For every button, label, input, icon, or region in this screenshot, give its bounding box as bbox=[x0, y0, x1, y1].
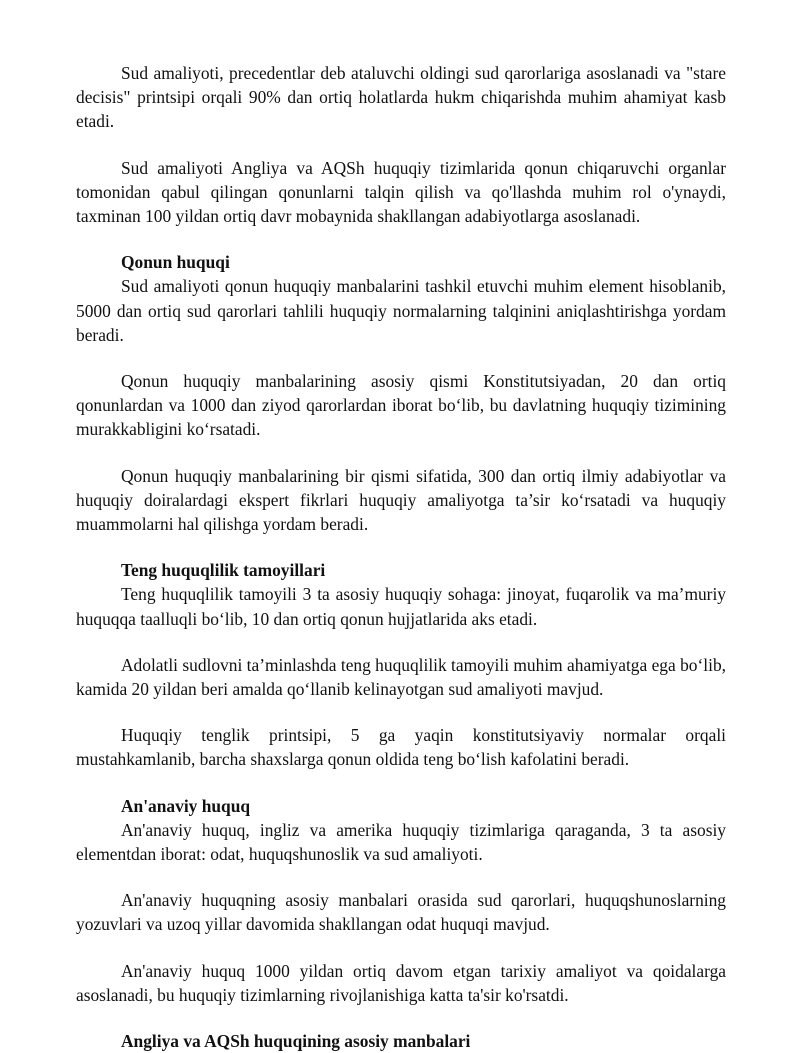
paragraph-traditional-elements: An'anaviy huquq, ingliz va amerika huquqiy tizimlariga qaraganda, 3 ta asosiy elementdan iborat: odat, huquqshunoslik va sud amaliyoti. bbox=[76, 819, 726, 865]
heading-main-sources: Angliya va AQSh huquqining asosiy manbalari bbox=[121, 1031, 471, 1052]
paragraph-fair-trial: Adolatli sudlovni ta’minlashda teng huquqlilik tamoyili muhim ahamiyatga ega bo‘lib, kamida 20 yildan beri amalda qo‘llanib kelinayotgan sud amaliyoti mavjud. bbox=[76, 654, 726, 700]
paragraph-legal-equality: Huquqiy tenglik printsipi, 5 ga yaqin konstitutsiyaviy normalar orqali mustahkamlanib, barcha shaxslarga qonun oldida teng bo‘lish kafolatini beradi. bbox=[76, 725, 726, 770]
paragraph-equality-areas: Teng huquqlilik tamoyili 3 ta asosiy huquqiy sohaga: jinoyat, fuqarolik va ma’muriy huquqqa taalluqli bo‘lib, 10 dan ortiq qonun hujjatlarida aks etadi. bbox=[76, 584, 726, 629]
heading-traditional-law: An'anaviy huquq bbox=[121, 795, 251, 816]
paragraph-uk-us-case-law: Sud amaliyoti Angliya va AQSh huquqiy tizimlarida qonun chiqaruvchi organlar tomonidan qabul qilingan qonunlarni talqin qilish va qo'llashda muhim rol o'ynaydi, taxminan 100 yildan ortiq davr mobaynida shakllangan adabiyotlarga asoslanadi. bbox=[76, 157, 726, 227]
paragraph-traditional-sources: An'anaviy huquqning asosiy manbalari orasida sud qarorlari, huquqshunoslarning yozuvlari va uzoq yillar davomida shakllangan odat huquqi mavjud. bbox=[76, 890, 726, 935]
paragraph-precedents: Sud amaliyoti, precedentlar deb ataluvchi oldingi sud qarorlariga asoslanadi va "stare decisis" printsipi orqali 90% dan ortiq holatlarda hukm chiqarishda muhim ahamiyat kasb etadi. bbox=[76, 63, 726, 132]
heading-equality-principles: Teng huquqlilik tamoyillari bbox=[121, 560, 326, 581]
paragraph-constitution: Qonun huquqiy manbalarining asosiy qismi Konstitutsiyadan, 20 dan ortiq qonunlardan va 1000 dan ziyod qarorlardan iborat bo‘lib, bu davlatning huquqiy tizimining murakkabligini ko‘rsatadi. bbox=[76, 371, 726, 440]
paragraph-traditional-history: An'anaviy huquq 1000 yildan ortiq davom etgan tarixiy amaliyot va qoidalarga asoslanadi, bu huquqiy tizimlarning rivojlanishiga katta ta'sir ko'rsatdi. bbox=[76, 960, 726, 1005]
paragraph-scholarly-literature: Qonun huquqiy manbalarining bir qismi sifatida, 300 dan ortiq ilmiy adabiyotlar va huquqiy doiralardagi ekspert fikrlari huquqiy amaliyotga ta’sir ko‘rsatadi va huquqiy muammolarni hal qilishga yordam beradi. bbox=[76, 465, 726, 535]
paragraph-court-decisions: Sud amaliyoti qonun huquqiy manbalarini tashkil etuvchi muhim element hisoblanib, 5000 dan ortiq sud qarorlari tahlili huquqiy normalarning talqinini aniqlashtirishga yordam beradi. bbox=[76, 276, 726, 345]
heading-qonun-huquqi: Qonun huquqi bbox=[121, 252, 230, 273]
